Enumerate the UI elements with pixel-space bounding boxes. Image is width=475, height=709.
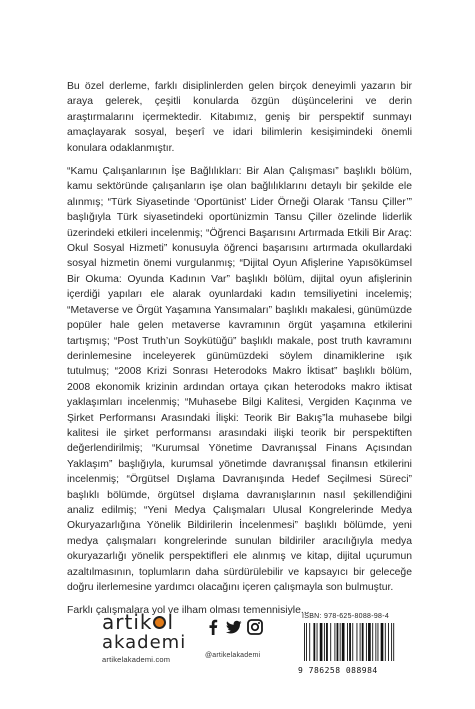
isbn-label: ISBN: 978-625-8088-98-4 (302, 613, 390, 620)
logo-dot-icon (153, 616, 166, 629)
publisher-website[interactable]: artikelakademi.com (102, 655, 171, 664)
intro-paragraph: Bu özel derleme, farklı disiplinlerden gelen birçok deneyimli yazarın bir araya gelerek, çeşitli konularda özgün düşüncelerini ve derin araştırmalarını içermektedir. Kitabımız, geniş bir perspektif sunmayı amaçlayarak sosyal, beşerî ve idari bilimlerin kesişimindeki önemli konulara odaklanmıştır. (67, 81, 412, 154)
twitter-icon[interactable] (226, 619, 242, 635)
logo-wordmark-top: artik l (102, 610, 175, 634)
social-links (205, 616, 269, 659)
social-handle: @artikelakademi (205, 652, 261, 659)
instagram-icon[interactable] (247, 619, 263, 635)
chapters-paragraph: “Kamu Çalışanlarının İşe Bağlılıkları: Bir Alan Çalışması” başlıklı bölüm, kamu sektöründe çalışanların işe olan bağlılıklarını detaylı bir şekilde ele alınmış; “Türk Siyasetinde ‘Oportünist’ Lider Örneği Olarak ‘Tansu Çiller’” başlığıyla Türk siyasetindeki oportünizmin Tansu Çiller özelinde liderlik üzerindeki etkileri incelenmiş; “Öğrenci Başarısını Artırmada Etkili Bir Araç: Okul Sosyal Hizmeti” konusuyla öğrenci başarısını artırmada okullardaki sosyal hizmetin önemi vurgulanmış; “Dijital Oyun Afişlerine Yapısökümsel Bir Okuma: Oyunda Kadının Var” başlıklı bölüm, dijital oyun afişlerinin içerdiği yapıları ele alarak oyunlardaki kadın temsiliyetini incelemiş; “Metaverse ve Örgüt Yaşamına Yansımaları” başlıklı makalesi, günümüzde popüler hale gelen metaverse kavramının örgüt yaşamına etkilerini tartışmış; “Post Truth’un Soykütüğü” başlıklı makale, post truth kavramını derinlemesine inceleyerek günümüzdeki söylem dinamiklerine ışık tutulmuş; “2008 Krizi Sonrası Heterodoks Makro İktisat” başlıklı bölüm, 2008 ekonomik krizinin ardından ortaya çıkan heterodoks makro iktisat yaklaşımları incelenmiş; “Muhasebe Bilgi Kalitesi, Vergiden Kaçınma ve Şirket Performansı Arasındaki İlişki: Teorik Bir Bakış”la muhasebe bilgi kalitesi ile şirket performansı arasındaki ilişki teorik bir perspektiften değerlendirilmiş; “Kurumsal Yönetime Davranışsal Finans Açısından Yaklaşım” başlığıyla, kurumsal yönetimde davranışsal finansın etkilerini incelenmiş; “Örgütsel Dışlama Davranışında Hedef Seçilmesi Süreci” başlıklı bölümde, örgütsel dışlama davranışlarının nasıl şekillendiğini analiz edilmiş; “Yeni Medya Çalışmaları Ulusal Kongrelerinde Medya Okuryazarlığına Yönelik Bildirilerin İncelenmesi” başlıklı bölümde, yeni medya çalışmaları kongrelerinde sunulan bildiriler aracılığıyla medya okuryazarlığı yönelik perspektifleri ele alınmış ve kitap, dijital uçurumun azaltılmasının, toplumların daha sürdürülebilir ve kapsayıcı bir geleceğe doğru ilerlemesine yardımcı olacağını içeren çalışmayla son bulmuştur. (67, 166, 412, 593)
barcode-number: 9 786258 088984 (298, 666, 378, 675)
closing-paragraph: Farklı çalışmalara yol ve ilham olması temennisiyle... (67, 605, 310, 617)
barcode-bars (302, 623, 406, 661)
isbn-barcode (294, 612, 410, 675)
publisher-logo (102, 612, 196, 664)
back-cover-text (67, 79, 412, 627)
facebook-icon[interactable] (205, 619, 221, 635)
logo-wordmark-bottom: akademi (102, 632, 187, 653)
